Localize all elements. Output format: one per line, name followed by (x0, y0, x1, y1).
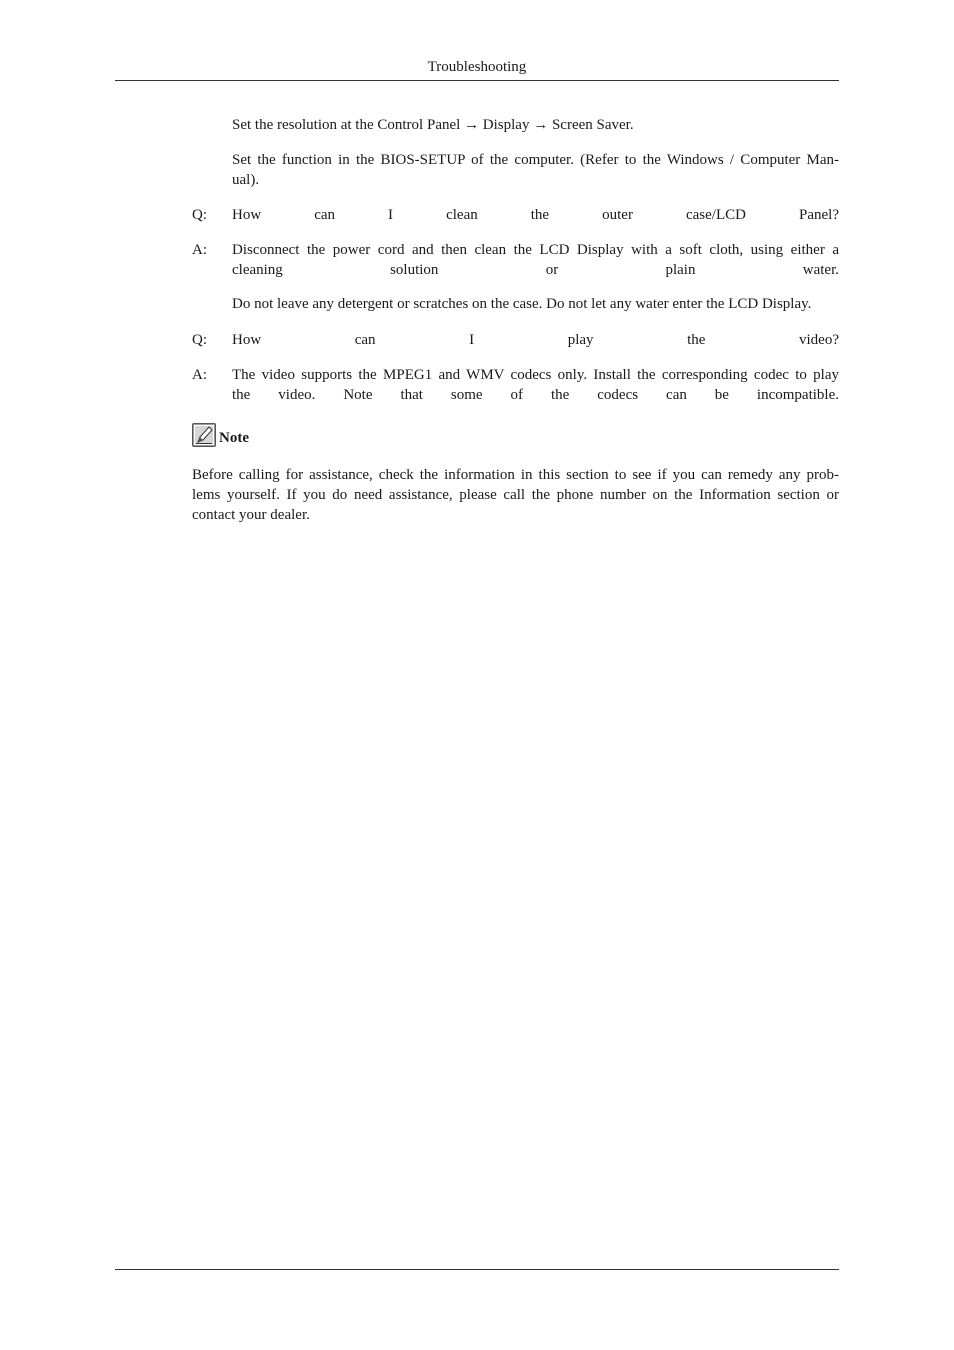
paragraph-bios-setup (232, 150, 839, 190)
answer-prefix: A: (192, 367, 207, 383)
answer-line: cleaning solution or plain water. (232, 262, 839, 278)
answer-line: Disconnect the power cord and then clean the LCD Display with a soft cloth, using either a (232, 242, 839, 258)
paragraph-screen-saver (232, 115, 839, 135)
question-text (232, 205, 839, 225)
answer-prefix: A: (192, 242, 207, 258)
note-heading (192, 421, 249, 447)
note-line: Before calling for assistance, check the information in this section to see if you can remedy any prob- (192, 467, 839, 483)
question-prefix: Q: (192, 332, 207, 348)
page-header-title: Troubleshooting (427, 59, 527, 75)
header-divider (115, 80, 839, 81)
note-label: Note (219, 430, 249, 446)
paragraph-line: Set the resolution at the Control Panel → Display → Screen Saver. (232, 117, 634, 133)
paragraph-line: Do not leave any detergent or scratches on the case. Do not let any water enter the LCD Display. (232, 296, 812, 312)
paragraph-line: Set the function in the BIOS-SETUP of the computer. (Refer to the Windows / Computer Man- (232, 152, 839, 168)
answer-line: The video supports the MPEG1 and WMV codecs only. Install the corresponding codec to play (232, 367, 839, 383)
answer-text (232, 240, 839, 280)
answer-line: the video. Note that some of the codecs can be incompatible. (232, 387, 839, 403)
note-line: contact your dealer. (192, 507, 310, 523)
note-body (192, 465, 839, 525)
answer-text (232, 365, 839, 405)
paragraph-detergent (232, 294, 839, 314)
question-line: How can I play the video? (232, 332, 839, 348)
paragraph-line: ual). (232, 172, 260, 188)
question-line: How can I clean the outer case/LCD Panel? (232, 207, 839, 223)
question-prefix: Q: (192, 207, 207, 223)
note-icon (192, 423, 216, 447)
note-line: lems yourself. If you do need assistance, please call the phone number on the Information section or (192, 487, 839, 503)
footer-divider (115, 1269, 839, 1270)
question-text (232, 330, 839, 350)
